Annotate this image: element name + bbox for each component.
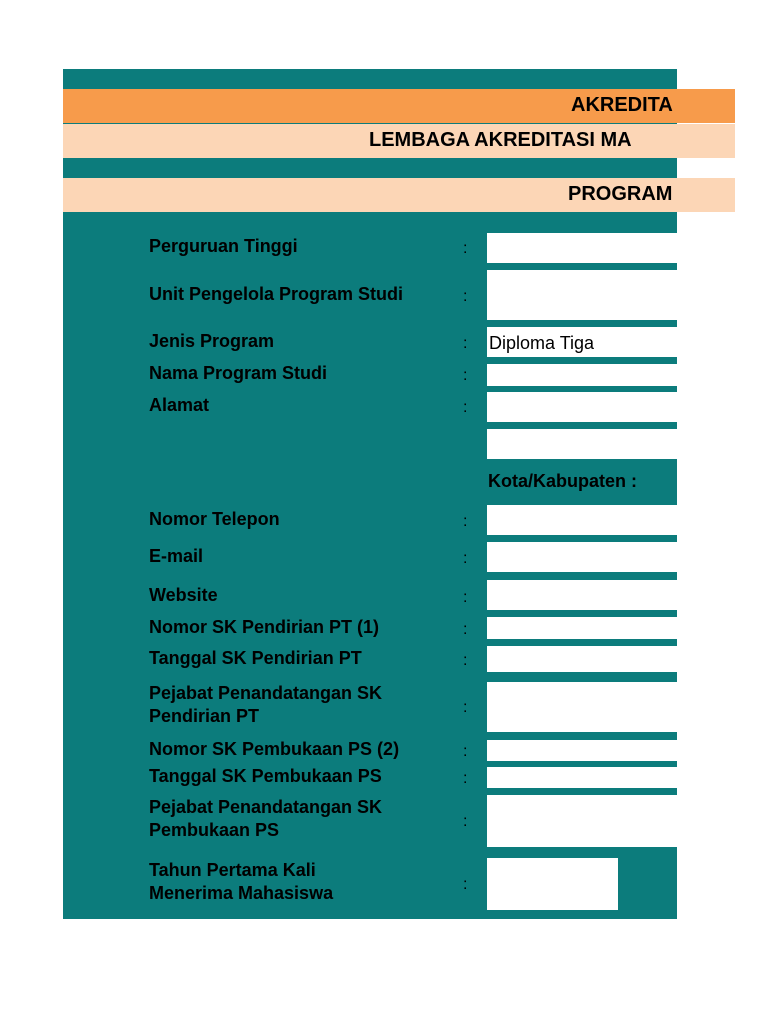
label-unit-pengelola: Unit Pengelola Program Studi — [149, 284, 404, 304]
tanggal-sk-pendirian-field[interactable] — [487, 646, 677, 672]
nomor-sk-pembukaan-field[interactable] — [487, 740, 677, 761]
header-subtitle-band — [63, 124, 735, 158]
tahun-pertama-field[interactable] — [487, 858, 618, 910]
label-nomor-sk-pendirian: Nomor SK Pendirian PT (1) — [149, 617, 380, 637]
nomor-telepon-field[interactable] — [487, 505, 677, 535]
colon: : — [463, 399, 468, 416]
colon: : — [463, 550, 468, 567]
colon: : — [463, 621, 468, 638]
website-field[interactable] — [487, 580, 677, 610]
alamat-field-line2[interactable] — [487, 429, 677, 459]
label-tahun-pertama: Tahun Pertama Kali Menerima Mahasiswa — [149, 860, 334, 903]
header-program: PROGRAM — [568, 183, 673, 205]
colon: : — [463, 589, 468, 606]
header-subtitle: LEMBAGA AKREDITASI MA — [369, 129, 632, 151]
label-nama-program-studi: Nama Program Studi — [149, 363, 328, 383]
pejabat-pendirian-field[interactable] — [487, 682, 677, 732]
colon: : — [463, 876, 468, 893]
pejabat-pembukaan-field[interactable] — [487, 795, 677, 847]
label-jenis-program: Jenis Program — [149, 331, 275, 351]
colon: : — [463, 699, 468, 716]
tanggal-sk-pembukaan-field[interactable] — [487, 767, 677, 788]
nomor-sk-pendirian-field[interactable] — [487, 617, 677, 639]
colon: : — [463, 513, 468, 530]
jenis-program-field[interactable]: Diploma Tiga — [487, 327, 677, 357]
label-nomor-sk-pembukaan: Nomor SK Pembukaan PS (2) — [149, 739, 400, 759]
alamat-field-line1[interactable] — [487, 392, 677, 422]
nama-program-studi-field[interactable] — [487, 364, 677, 386]
header-title-band — [63, 89, 735, 123]
colon: : — [463, 813, 468, 830]
label-perguruan-tinggi: Perguruan Tinggi — [149, 236, 298, 256]
label-nomor-telepon: Nomor Telepon — [149, 509, 280, 529]
kota-kabupaten-label: Kota/Kabupaten : — [488, 471, 638, 491]
perguruan-tinggi-field[interactable] — [487, 233, 677, 263]
label-email: E-mail — [149, 546, 204, 566]
colon: : — [463, 288, 468, 305]
colon: : — [463, 367, 468, 384]
label-pejabat-pendirian: Pejabat Penandatangan SK Pendirian PT — [149, 683, 383, 726]
colon: : — [463, 743, 468, 760]
label-tanggal-sk-pembukaan: Tanggal SK Pembukaan PS — [149, 766, 382, 786]
header-program-band — [63, 178, 735, 212]
label-alamat: Alamat — [149, 395, 210, 415]
colon: : — [463, 240, 468, 257]
label-pejabat-pembukaan: Pejabat Penandatangan SK Pembukaan PS — [149, 797, 383, 840]
email-field[interactable] — [487, 542, 677, 572]
label-website: Website — [149, 585, 218, 605]
colon: : — [463, 770, 468, 787]
unit-pengelola-field[interactable] — [487, 270, 677, 320]
label-tanggal-sk-pendirian: Tanggal SK Pendirian PT — [149, 648, 362, 668]
colon: : — [463, 335, 468, 352]
colon: : — [463, 652, 468, 669]
header-title: AKREDITA — [571, 94, 673, 116]
